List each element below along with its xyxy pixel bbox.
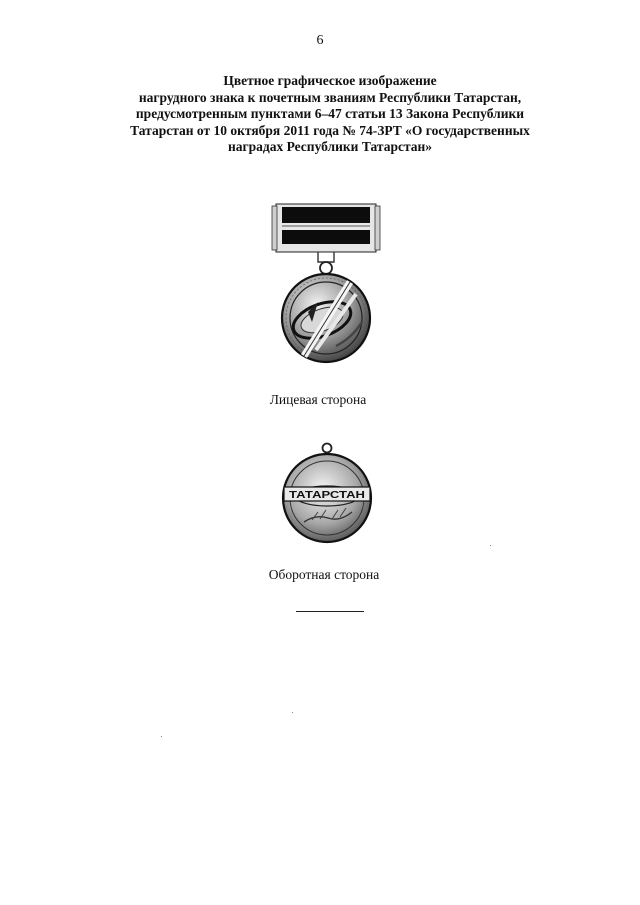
medal-inscription: ТАТАРСТАН — [289, 489, 365, 501]
page-number: 6 — [316, 33, 324, 48]
medal-back-image — [268, 438, 388, 558]
front-side-caption: Лицевая сторона — [269, 392, 367, 407]
title-line: Цветное графическое изображение — [223, 73, 437, 88]
medal-front-image — [266, 196, 386, 386]
medal-disc — [282, 274, 370, 362]
title-line: предусмотренным пунктами 6–47 статьи 13 Закона Республики — [135, 106, 525, 121]
suspension-loop — [323, 444, 332, 453]
back-side-caption: Оборотная сторона — [268, 567, 380, 582]
suspension-ring — [318, 252, 334, 274]
document-title — [60, 73, 600, 156]
title-line: Татарстан от 10 октября 2011 года № 74-ЗРТ «О государственных — [130, 122, 530, 138]
scan-speck — [490, 545, 491, 546]
title-line: нагрудного знака к почетным званиям Республики Татарстан, — [138, 89, 522, 105]
separator-line — [296, 611, 364, 612]
scan-speck — [292, 712, 293, 713]
scan-speck — [161, 736, 162, 737]
title-line: наградах Республики Татарстан» — [227, 139, 433, 154]
ribbon-bar — [272, 204, 380, 252]
